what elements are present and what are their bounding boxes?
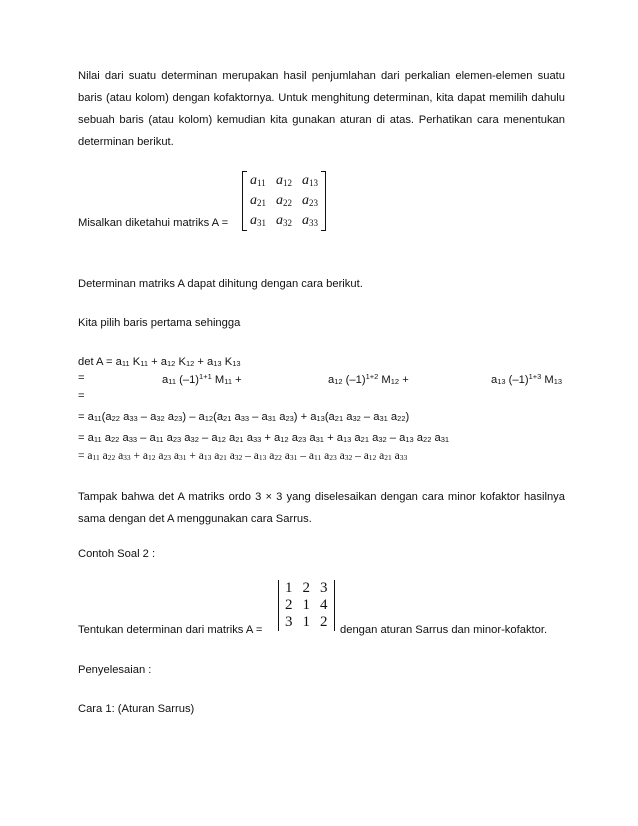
matrix-example-cell: 3 bbox=[320, 580, 328, 596]
equation-term-1: $a_{11}$ $(-1)^{1+1}$ $M_{11}$ + bbox=[162, 372, 242, 386]
matrix-a bbox=[242, 171, 326, 231]
equation-expanded: = $a_{11}$ $a_{22}$ $a_{33} - a_{11}$ $a_{23}$ $a_{32} - a_{12}$ $a_{21}$ $a_{33} + a_{12}$ $a_{23}$ $a_{31} + a_{13}$ $a_{21}$ $a_{32} - a_{13}$ $a_{22}$ $a_{31}$ bbox=[78, 432, 450, 444]
matrix-a-cell: $a_{23}$ bbox=[302, 193, 318, 208]
matrix-a-row bbox=[245, 171, 323, 191]
cara-1-heading: Cara 1: (Aturan Sarrus) bbox=[78, 703, 195, 715]
matrix-a-cell: $a_{21}$ bbox=[250, 193, 266, 208]
equation-det-a: $\det A = a_{11}$ $K_{11} + a_{12}$ $K_{12} + a_{13}$ $K_{13}$ bbox=[78, 356, 241, 368]
matrix-example-cell: 2 bbox=[320, 614, 328, 630]
matrix-example-row bbox=[280, 580, 333, 597]
equation-equals: = bbox=[78, 372, 85, 384]
matrix-example-cell: 4 bbox=[320, 597, 328, 613]
matrix-a-cell: $a_{12}$ bbox=[276, 173, 292, 188]
matrix-example-cell: 1 bbox=[302, 597, 310, 613]
determinan-text: Determinan matriks A dapat dihitung dengan cara berikut. bbox=[78, 278, 363, 290]
matrix-example-cell: 2 bbox=[302, 580, 310, 596]
matrix-a-cell: $a_{32}$ bbox=[276, 213, 292, 228]
misalkan-text: Misalkan diketahui matriks A = bbox=[78, 217, 229, 229]
matrix-a-cell: $a_{33}$ bbox=[302, 213, 318, 228]
tampak-paragraph: Tampak bahwa det A matriks ordo 3 × 3 yang diselesaikan dengan cara minor kofaktor hasilnya sama dengan det A menggunakan cara Sarrus. bbox=[78, 491, 565, 525]
matrix-a-cell: $a_{13}$ bbox=[302, 173, 318, 188]
equation-term-2: $a_{12}$ $(-1)^{1+2}$ $M_{12}$ + bbox=[328, 372, 409, 386]
tentukan-tail-text: dengan aturan Sarrus dan minor-kofaktor. bbox=[340, 624, 548, 636]
matrix-example-row bbox=[280, 614, 333, 631]
matrix-example-cell: 1 bbox=[285, 580, 293, 596]
matrix-example-row bbox=[280, 597, 333, 614]
matrix-a-cell: $a_{22}$ bbox=[276, 193, 292, 208]
penyelesaian-heading: Penyelesaian : bbox=[78, 664, 152, 676]
matrix-a-cell: $a_{31}$ bbox=[250, 213, 266, 228]
equation-final: = $a_{11}$ $a_{22}$ $a_{33} + a_{12}$ $a_{23}$ $a_{31} + a_{13}$ $a_{21}$ $a_{32} - a_{13}$ $a_{22}$ $a_{31} - a_{11}$ $a_{23}$ $a_{32} - a_{12}$ $a_{21}$ $a_{33}$ bbox=[78, 450, 408, 462]
tentukan-text: Tentukan determinan dari matriks A = bbox=[78, 624, 263, 636]
equation-term-3: $a_{13}$ $(-1)^{1+3}$ $M_{13}$ bbox=[491, 372, 563, 386]
matrix-example bbox=[278, 580, 335, 631]
matrix-a-cell: $a_{11}$ bbox=[250, 173, 266, 188]
pilih-text: Kita pilih baris pertama sehingga bbox=[78, 317, 241, 329]
matrix-a-row bbox=[245, 191, 323, 211]
equation-equals-line: = bbox=[78, 390, 85, 402]
matrix-a-row bbox=[245, 211, 323, 231]
matrix-example-cell: 2 bbox=[285, 597, 293, 613]
equation-minors: = $a_{11}(a_{22}$ $a_{33} - a_{32}$ $a_{23}) - a_{12}(a_{21}$ $a_{33} - a_{31}$ $a_{23}) + a_{13}(a_{21}$ $a_{32} - a_{31}$ $a_{22}$) bbox=[78, 411, 410, 423]
matrix-example-cell: 1 bbox=[302, 614, 310, 630]
matrix-example-cell: 3 bbox=[285, 614, 293, 630]
intro-paragraph: Nilai dari suatu determinan merupakan hasil penjumlahan dari perkalian elemen-elemen suatu baris (atau kolom) dengan kofaktornya. Untuk menghitung determinan, kita dapat memilih dahulu sebuah baris (atau kolom) kemudian kita gunakan aturan di atas. Perhatikan cara menentukan determinan berikut. bbox=[78, 70, 565, 148]
contoh-soal-heading: Contoh Soal 2 : bbox=[78, 548, 156, 560]
